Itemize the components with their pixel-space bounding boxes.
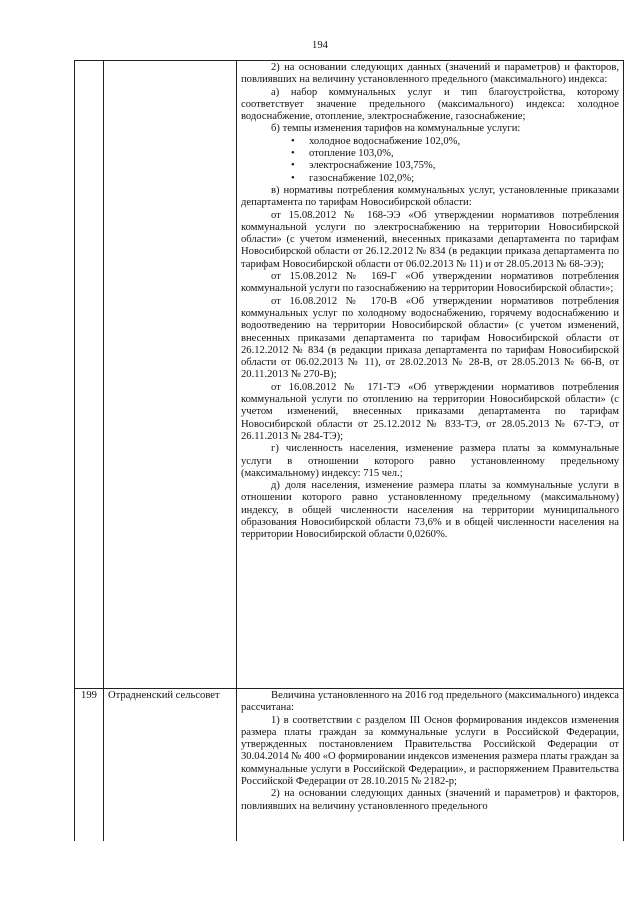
paragraph: д) доля населения, изменение размера платы за коммунальные услуги в отношении которого равно установленному предельному (максимальному) индексу, в общей численности населения на территории муниципального образования Новосибирской области 73,6% и в общей численности населения на территории Новосибирской области 0,0260%. <box>241 480 619 541</box>
paragraph: 2) на основании следующих данных (значений и параметров) и факторов, повлиявших на величину установленного предельного <box>241 788 619 812</box>
paragraph: г) численность населения, изменение размера платы за коммунальные услуги в отношении которого равно установленному предельному (максимальному) индексу: 715 чел.; <box>241 443 619 479</box>
row-number-cell <box>75 61 104 689</box>
table-row <box>75 689 624 842</box>
municipality-name-cell <box>104 61 237 689</box>
page-number: 194 <box>312 40 328 51</box>
paragraph: Величина установленного на 2016 год предельного (максимального) индекса рассчитана: <box>241 690 619 714</box>
description-cell <box>237 689 624 842</box>
municipality-name-cell: Отрадненский сельсовет <box>104 689 237 842</box>
row-number-cell: 199 <box>75 689 104 842</box>
paragraph: от 15.08.2012 № 168-ЭЭ «Об утверждении нормативов потребления коммунальной услуги по электроснабжению на территории Новосибирской области» (с учетом изменений, внесенных приказами департамента по тарифам Новосибирской области от 26.12.2012 № 834 (в редакции приказа департамента по тарифам Новосибирской области от 06.02.2013 № 11) и от 28.05.2013 № 68-ЭЭ); <box>241 209 619 270</box>
paragraph: в) нормативы потребления коммунальных услуг, установленные приказами департамента по тарифам Новосибирской области: <box>241 184 619 209</box>
bullet-item: • отопление 103,0%, <box>241 148 619 160</box>
paragraph: а) набор коммунальных услуг и тип благоустройства, которому соответствует значение предельного (максимального) индекса: холодное водоснабжение, отопление, электроснабжение, газоснабжение; <box>241 86 619 123</box>
bullet-item: • газоснабжение 102,0%; <box>241 173 619 185</box>
table-row <box>75 61 624 689</box>
paragraph: от 16.08.2012 № 171-ТЭ «Об утверждении нормативов потребления коммунальной услуги по отоплению на территории Новосибирской области» (с учетом изменений, внесенных приказами департамента по тарифам Новосибирской области от 25.12.2012 № 833-ТЭ, от 28.05.2013 № 67-ТЭ, от 26.11.2013 № 284-ТЭ); <box>241 381 619 442</box>
description-cell <box>237 61 624 689</box>
paragraph: от 15.08.2012 № 169-Г «Об утверждении нормативов потребления коммунальной услуги по газоснабжению на территории Новосибирской области»; <box>241 271 619 295</box>
bullet-item: • холодное водоснабжение 102,0%, <box>241 136 619 148</box>
paragraph: б) темпы изменения тарифов на коммунальные услуги: <box>271 123 521 135</box>
paragraph: от 16.08.2012 № 170-В «Об утверждении нормативов потребления коммунальных услуг по холодному водоснабжению, горячему водоснабжению и водоотведению на территории Новосибирской области» (с учетом изменений, внесенных приказами департамента по тарифам Новосибирской области от 26.12.2012 № 834 (в редакции приказа департамента по тарифам Новосибирской области от 06.02.2013 № 11), от 28.02.2013 № 28-В, от 28.05.2013 № 66-В, от 20.11.2013 № 270-В); <box>241 295 619 381</box>
paragraph: 1) в соответствии с разделом III Основ формирования индексов изменения размера платы граждан за коммунальные услуги в Российской Федерации, утвержденных постановлением Правительства Российской Федерации от 30.04.2014 № 400 «О формировании индексов изменения размера платы граждан за коммунальные услуги в Российской Федерации», и распоряжением Правительства Российской Федерации от 28.10.2015 № 2182-р; <box>241 714 619 788</box>
paragraph: 2) на основании следующих данных (значений и параметров) и факторов, повлиявших на величину установленного предельного (максимального) индекса: <box>241 62 619 86</box>
bullet-list <box>241 136 619 185</box>
document-table <box>74 60 624 841</box>
bullet-item: • электроснабжение 103,75%, <box>241 160 619 172</box>
